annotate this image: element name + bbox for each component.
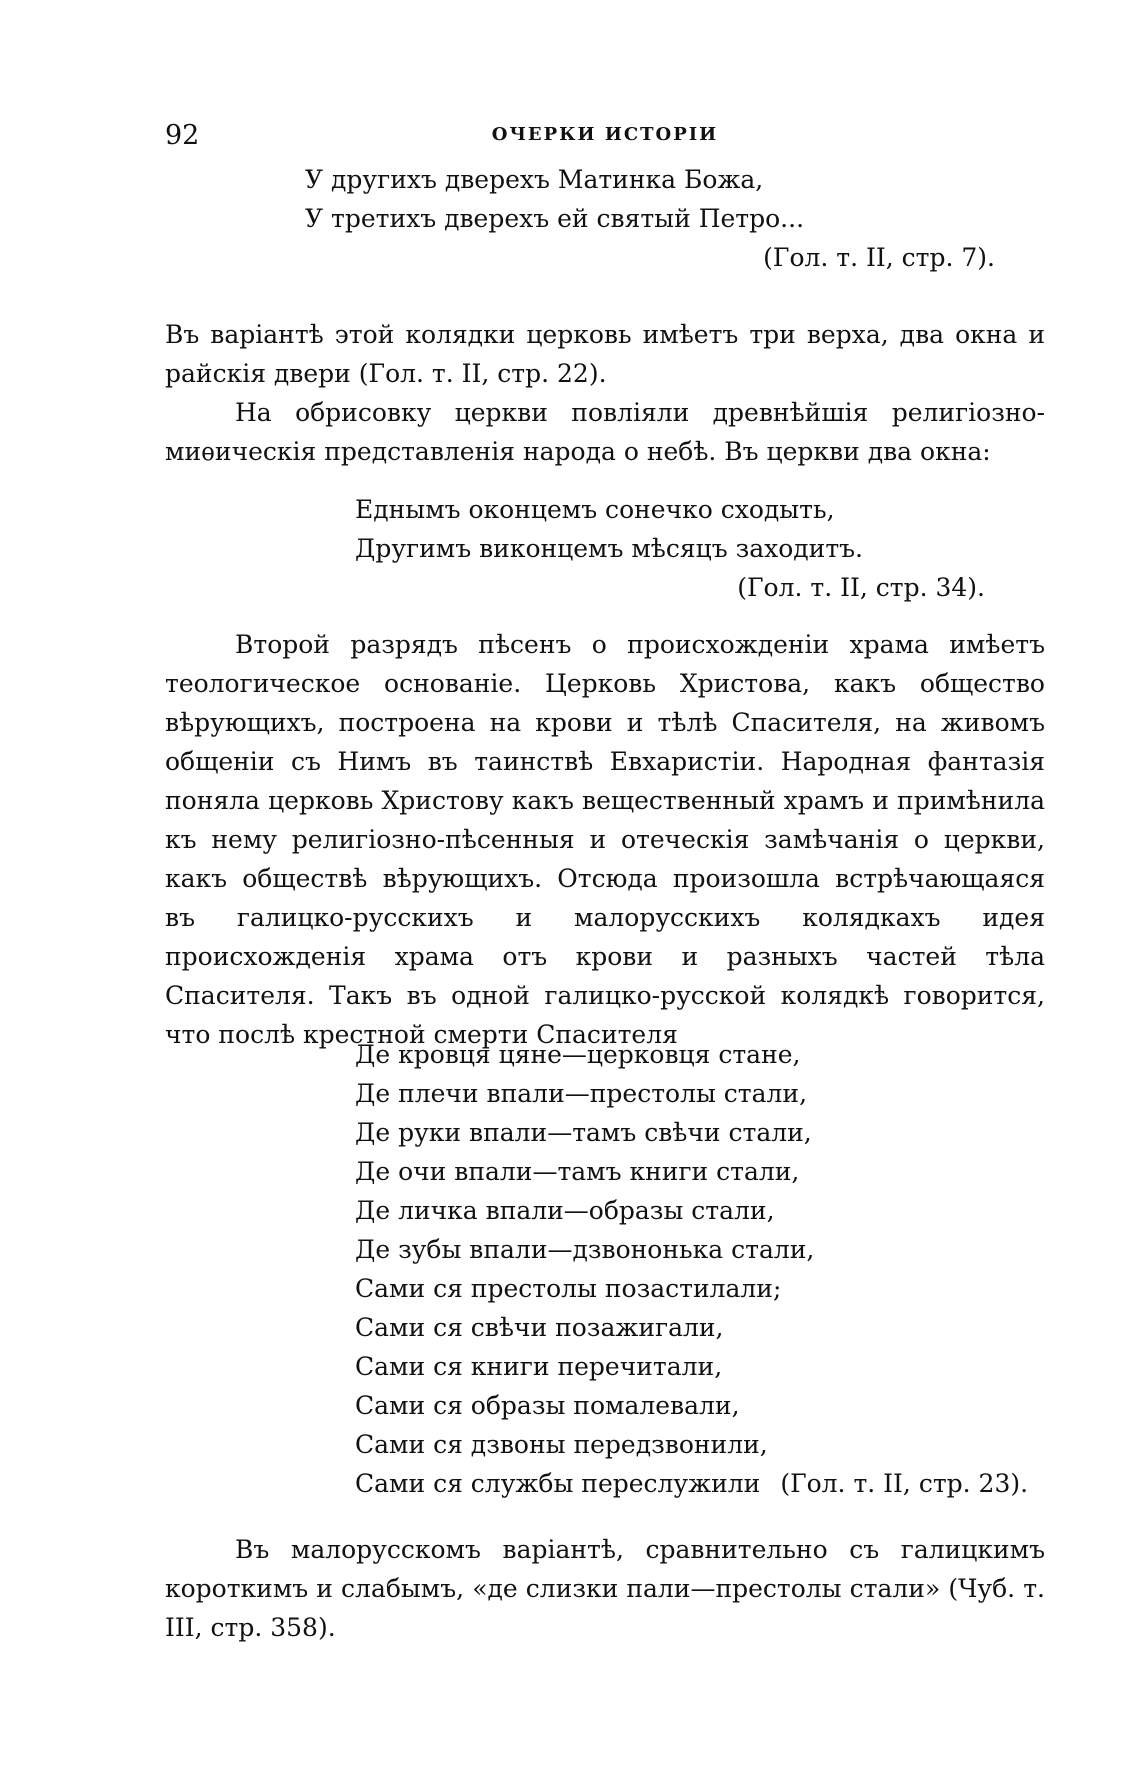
body-text-3 [165, 1530, 1045, 1647]
verse-line: Сами ся свѣчи позажигали, [355, 1313, 724, 1342]
paragraph: На обрисовку церкви повліяли древнѣйшія религіозно-миѳическія представленія народа о небѣ. Въ церкви два окна: [165, 398, 1045, 466]
verse-line-last [355, 1464, 1055, 1503]
verse-line: Де зубы впали—дзвононька стали, [355, 1235, 815, 1264]
verse-line-text: Сами ся службы переслужили [355, 1469, 761, 1498]
running-title: ОЧЕРКИ ИСТОРІИ [491, 124, 719, 145]
page-number: 92 [165, 120, 200, 151]
verse-line: У другихъ дверехъ Матинка Божа, [305, 165, 764, 194]
body-text-2 [165, 625, 1045, 1054]
verse-line: Другимъ виконцемъ мѣсяцъ заходитъ. [355, 534, 863, 563]
page-header [165, 120, 1045, 160]
verse-line: Де плечи впали—престолы стали, [355, 1079, 808, 1108]
paragraph: Въ малорусскомъ варіантѣ, сравнительно съ галицкимъ короткимъ и слабымъ, «де слизки пали—престолы стали» (Чуб. т. III, стр. 358). [165, 1535, 1045, 1642]
verse-line: Де руки впали—тамъ свѣчи стали, [355, 1118, 812, 1147]
paragraph: Въ варіантѣ этой колядки церковь имѣетъ три верха, два окна и райскія двери (Гол. т. II, стр. 22). [165, 320, 1045, 388]
verse-citation: (Гол. т. II, стр. 34). [737, 573, 985, 602]
verse-line: Еднымъ оконцемъ сонечко сходыть, [355, 495, 835, 524]
verse-line: Де личка впали—образы стали, [355, 1196, 775, 1225]
verse-line: Сами ся престолы позастилали; [355, 1274, 782, 1303]
verse-line: У третихъ дверехъ ей святый Петро... [305, 204, 805, 233]
paragraph: Второй разрядъ пѣсенъ о происхожденіи храма имѣетъ теологическое основаніе. Церковь Христова, какъ общество вѣрующихъ, построена на крови и тѣлѣ Спасителя, на живомъ общеніи съ Нимъ въ таинствѣ Евхаристіи. Народная фантазія поняла церковь Христову какъ вещественный храмъ и примѣнила къ нему религіозно-пѣсенныя и отеческія замѣчанія о церкви, какъ обществѣ вѣрующихъ. Отсюда произошла встрѣчающаяся въ галицко-русскихъ и малорусскихъ колядкахъ идея происхожденія храма отъ крови и разныхъ частей тѣла Спасителя. Такъ въ одной галицко-русской колядкѣ говорится, что послѣ крестной смерти Спасителя [165, 630, 1045, 1049]
verse-3 [355, 1035, 1055, 1503]
verse-line: Сами ся образы помалевали, [355, 1391, 740, 1420]
verse-2 [355, 490, 985, 607]
verse-1 [305, 160, 995, 277]
verse-line: Сами ся дзвоны передзвонили, [355, 1430, 768, 1459]
verse-line: Де кровця цяне—церковця стане, [355, 1040, 801, 1069]
verse-line: Сами ся книги перечитали, [355, 1352, 723, 1381]
body-text-1 [165, 315, 1045, 471]
verse-citation: (Гол. т. II, стр. 23). [780, 1469, 1029, 1498]
verse-citation: (Гол. т. II, стр. 7). [763, 243, 995, 272]
verse-line: Де очи впали—тамъ книги стали, [355, 1157, 800, 1186]
